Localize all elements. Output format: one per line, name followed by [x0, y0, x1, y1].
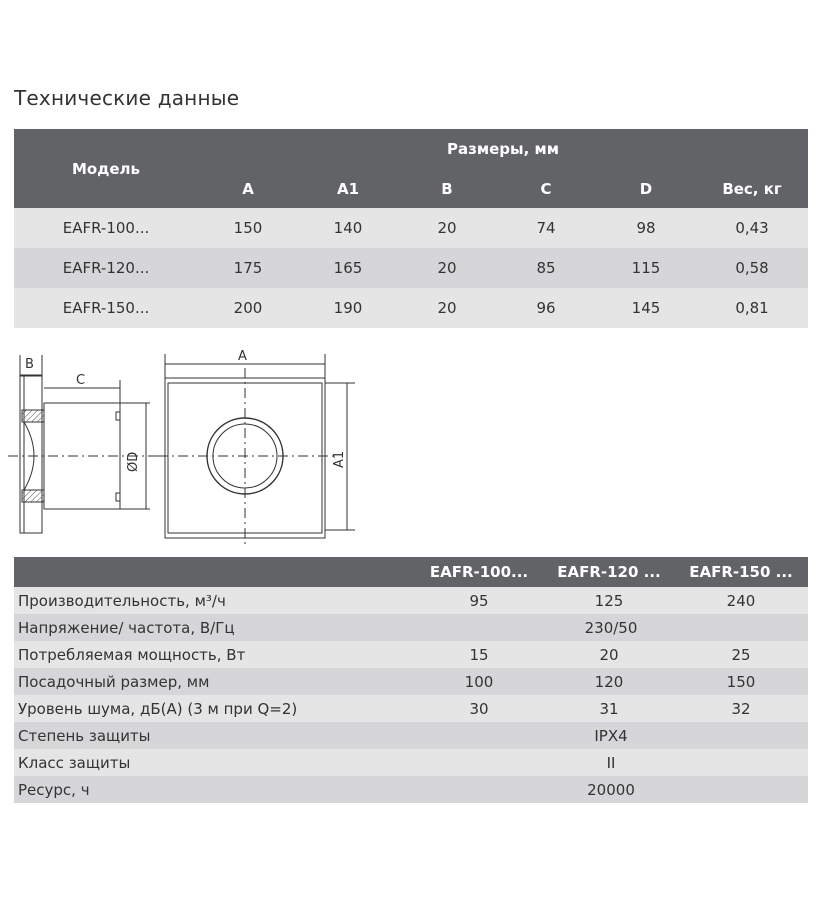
column-header-weight: Вес, кг	[696, 169, 808, 208]
spec-value-merged: IPX4	[414, 722, 808, 749]
spec-value: 15	[414, 641, 544, 668]
specifications-table	[14, 557, 808, 803]
spec-row	[14, 614, 808, 641]
spec-header-model-100: EAFR-100...	[414, 557, 544, 587]
column-header-d: D	[596, 169, 696, 208]
model-cell: EAFR-120...	[14, 248, 198, 288]
spec-value-merged: 230/50	[414, 614, 808, 641]
column-header-c: C	[496, 169, 596, 208]
spec-label: Степень защиты	[14, 722, 414, 749]
table-cell: 150	[198, 208, 298, 248]
table-cell: 98	[596, 208, 696, 248]
front-view-drawing	[158, 354, 355, 548]
spec-label: Посадочный размер, мм	[14, 668, 414, 695]
spec-label: Напряжение/ частота, В/Гц	[14, 614, 414, 641]
dimension-label-d: ØD	[126, 451, 141, 472]
model-header: Модель	[14, 129, 198, 208]
spec-value-merged: 20000	[414, 776, 808, 803]
spec-label: Потребляемая мощность, Вт	[14, 641, 414, 668]
spec-label: Ресурс, ч	[14, 776, 414, 803]
spec-row	[14, 695, 808, 722]
spec-value: 30	[414, 695, 544, 722]
table-cell: 145	[596, 288, 696, 328]
spec-value: 240	[674, 587, 808, 614]
model-cell: EAFR-150...	[14, 288, 198, 328]
column-header-a1: A1	[298, 169, 398, 208]
table-cell: 115	[596, 248, 696, 288]
column-header-a: A	[198, 169, 298, 208]
table-cell: 200	[198, 288, 298, 328]
table-cell: 175	[198, 248, 298, 288]
dimension-drawings	[0, 340, 400, 555]
dimension-label-c: C	[76, 373, 86, 388]
spec-value: 150	[674, 668, 808, 695]
table-cell: 20	[398, 248, 496, 288]
spec-row	[14, 641, 808, 668]
dimension-label-b: B	[25, 357, 34, 372]
column-header-b: B	[398, 169, 496, 208]
table-row	[14, 208, 808, 248]
table-cell: 140	[298, 208, 398, 248]
spec-header-empty	[14, 557, 414, 587]
technical-drawing	[0, 340, 400, 555]
dimensions-group-header: Размеры, мм	[198, 129, 808, 169]
spec-value: 20	[544, 641, 674, 668]
spec-header-model-150: EAFR-150 ...	[674, 557, 808, 587]
spec-row	[14, 668, 808, 695]
spec-value: 95	[414, 587, 544, 614]
spec-label: Уровень шума, дБ(А) (3 м при Q=2)	[14, 695, 414, 722]
spec-value: 32	[674, 695, 808, 722]
spec-row	[14, 722, 808, 749]
spec-row	[14, 749, 808, 776]
table-cell: 0,43	[696, 208, 808, 248]
table-row	[14, 288, 808, 328]
dimensions-table	[14, 129, 808, 328]
spec-value: 120	[544, 668, 674, 695]
spec-value: 25	[674, 641, 808, 668]
spec-label: Класс защиты	[14, 749, 414, 776]
spec-value: 31	[544, 695, 674, 722]
table-cell: 74	[496, 208, 596, 248]
table-cell: 0,58	[696, 248, 808, 288]
table-row	[14, 248, 808, 288]
spec-row	[14, 587, 808, 614]
spec-row	[14, 776, 808, 803]
spec-header-model-120: EAFR-120 ...	[544, 557, 674, 587]
dimension-label-a1: A1	[332, 450, 347, 468]
spec-label: Производительность, м³/ч	[14, 587, 414, 614]
table-cell: 96	[496, 288, 596, 328]
spec-value: 100	[414, 668, 544, 695]
spec-value: 125	[544, 587, 674, 614]
table-cell: 165	[298, 248, 398, 288]
table-cell: 85	[496, 248, 596, 288]
table-cell: 20	[398, 208, 496, 248]
table-cell: 20	[398, 288, 496, 328]
spec-value-merged: II	[414, 749, 808, 776]
table-cell: 0,81	[696, 288, 808, 328]
model-cell: EAFR-100...	[14, 208, 198, 248]
table-cell: 190	[298, 288, 398, 328]
page-title: Технические данные	[14, 86, 240, 110]
dimension-label-a: A	[238, 349, 247, 364]
